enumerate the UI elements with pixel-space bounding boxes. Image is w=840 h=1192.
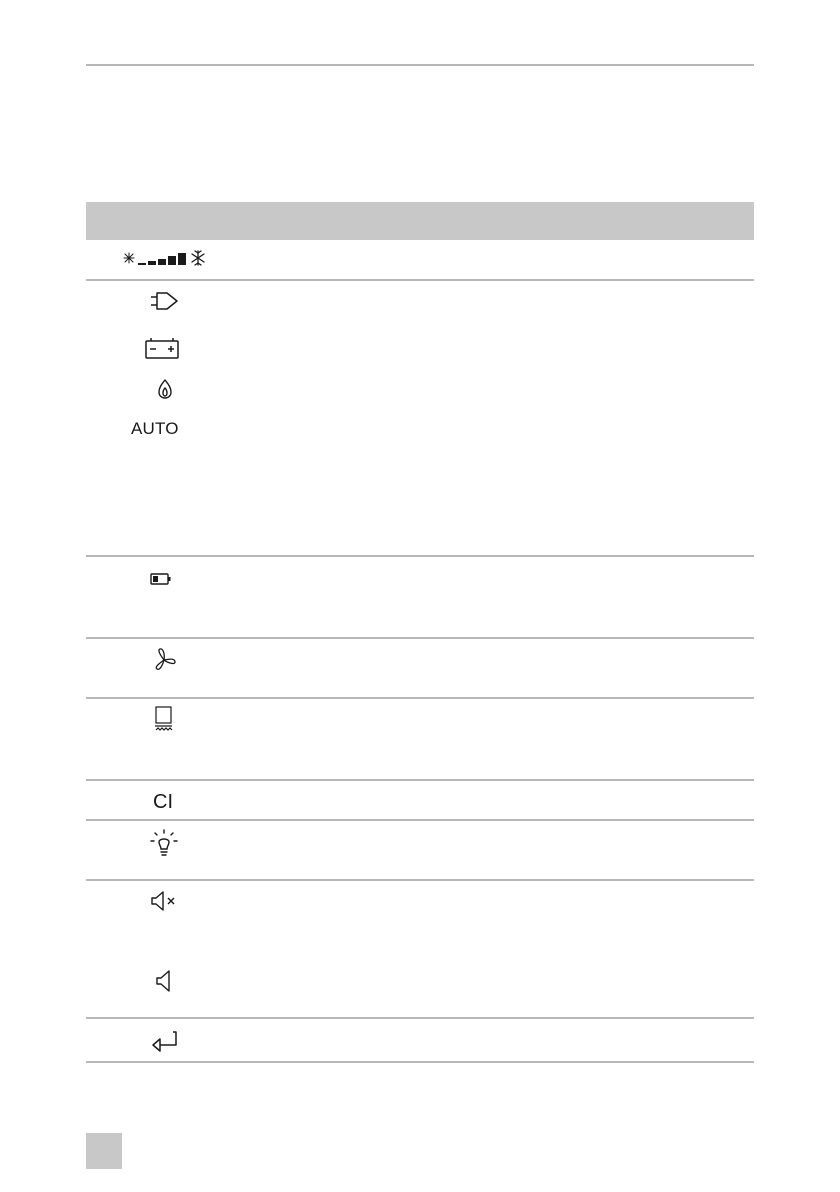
fan-icon (151, 647, 177, 673)
row-separator (86, 637, 754, 639)
temperature-scale-icon (122, 248, 208, 268)
ci-label: CI (153, 791, 173, 813)
row-separator (86, 697, 754, 699)
row-separator (86, 1061, 754, 1063)
light-bulb-icon (150, 829, 178, 859)
mains-plug-icon (150, 290, 180, 312)
defrost-icon (154, 706, 174, 732)
low-battery-icon (150, 573, 172, 585)
battery-dc-icon (145, 337, 179, 359)
row-separator (86, 279, 754, 281)
top-rule (86, 64, 754, 66)
row-separator (86, 1017, 754, 1019)
row-separator (86, 879, 754, 881)
speaker-mute-icon (150, 890, 178, 912)
auto-mode-label: AUTO (131, 419, 179, 438)
table-header-bar (86, 202, 754, 240)
row-separator (86, 555, 754, 557)
enter-return-icon (151, 1030, 179, 1052)
row-separator (86, 779, 754, 781)
row-separator (86, 819, 754, 821)
page-number-tab (86, 1133, 122, 1169)
gas-flame-icon (157, 378, 173, 400)
speaker-icon (155, 969, 173, 993)
